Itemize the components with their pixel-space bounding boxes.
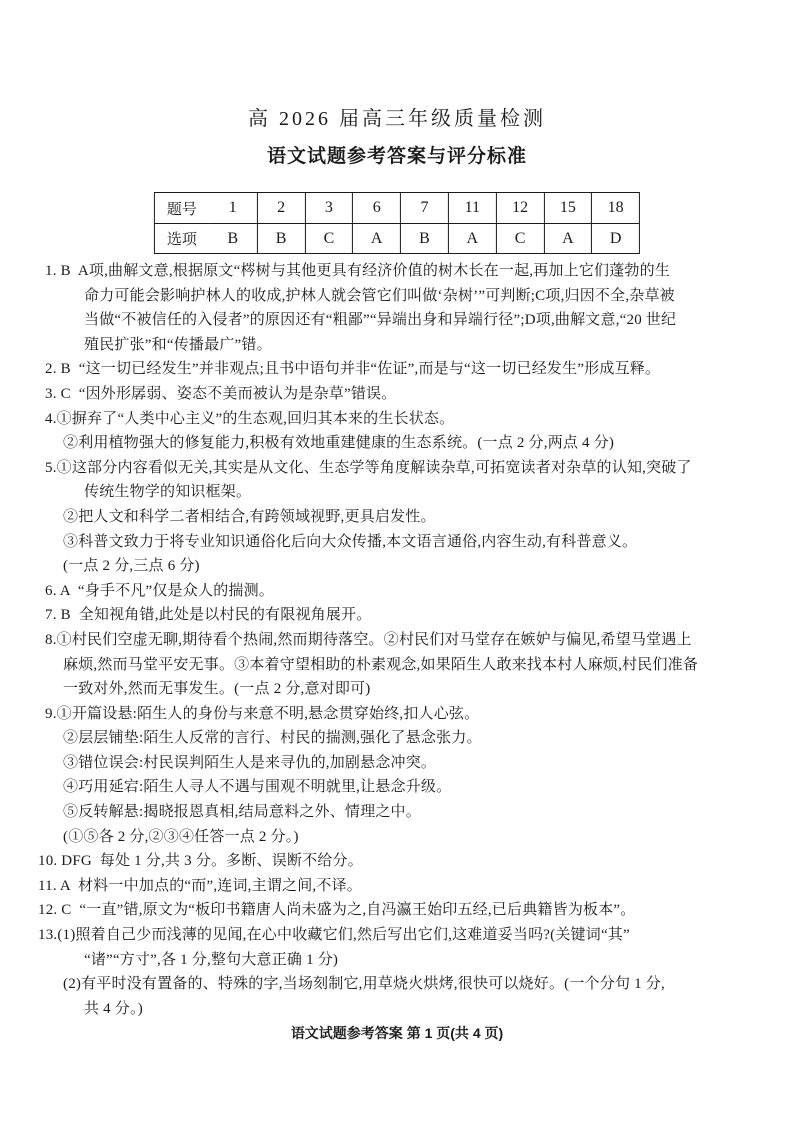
answer-choice-row	[155, 223, 639, 253]
question-number-cell: 7	[400, 193, 448, 223]
answer-line: “诸”“方寸”,各 1 分,整句大意正确 1 分)	[84, 951, 339, 968]
answer-line: 1. B A项,曲解文意,根据原文“梣树与其他更具有经济价值的树木长在一起,再加上它们蓬勃的生	[45, 263, 671, 279]
answer-line: 当做“不被信任的入侵者”的原因还有“粗鄙”“异端出身和异端行径”;D项,曲解文意,“20 世纪	[84, 312, 677, 329]
answer-choice-cell: D	[591, 223, 639, 253]
answer-line: ③错位误会:村民误判陌生人是来寻仇的,加剧悬念冲突。	[63, 754, 437, 771]
answer-line: 9.①开篇设悬:陌生人的身份与来意不明,悬念贯穿始终,扣人心弦。	[45, 705, 480, 722]
answer-line: (一点 2 分,三点 6 分)	[63, 558, 200, 575]
question-number-row-label: 题号	[166, 201, 197, 218]
answer-line: (2)有平时没有置备的、特殊的字,当场刻制它,用草烧火烘烤,很快可以烧好。(一个分句 1 分,	[63, 976, 665, 993]
answer-choice-cell: C	[496, 223, 544, 253]
answer-line: 10. DFG 每处 1 分,共 3 分。多断、误断不给分。	[38, 853, 363, 870]
answer-line: 2. B “这一切已经发生”并非观点;且书中语句并非“佐证”,而是与“这一切已经发生”形成互释。	[45, 361, 661, 378]
question-number-cell: 2	[257, 193, 305, 223]
question-number-cell: 3	[305, 193, 353, 223]
answer-key-title: 语文试题参考答案与评分标准	[266, 146, 527, 167]
answer-line: 13.(1)照着自己少而浅薄的见闻,在心中收藏它们,然后写出它们,这难道妥当吗?(关键词“其”	[38, 927, 630, 944]
answer-choice-row-label: 选项	[155, 223, 209, 253]
answer-line: ④巧用延宕:陌生人寻人不遇与围观不明就里,让悬念升级。	[63, 779, 452, 796]
answer-line: 共 4 分。)	[84, 1000, 143, 1017]
answer-choice-cell: A	[352, 223, 400, 253]
answer-line: ②把人文和科学二者相结合,有跨领域视野,更具启发性。	[63, 508, 436, 525]
answer-line: 6. A “身手不凡”仅是众人的揣测。	[45, 582, 274, 599]
exam-title: 高 2026 届高三年级质量检测	[248, 108, 546, 130]
question-number-cell: 6	[352, 193, 400, 223]
answer-line: 3. C “因外形孱弱、姿态不美而被认为是杂草”错误。	[45, 385, 397, 402]
answer-line: ②利用植物强大的修复能力,积极有效地重建健康的生态系统。(一点 2 分,两点 4 分)	[63, 435, 615, 452]
answer-choice-cell: A	[543, 223, 591, 253]
answer-line: ⑤反转解悬:揭晓报恩真相,结局意料之外、情理之中。	[63, 804, 421, 821]
answer-line: 命力可能会影响护林人的收成,护林人就会管它们叫做‘杂树’”可判断;C项,归因不全,杂草被	[84, 287, 675, 304]
answer-line: 5.①这部分内容看似无关,其实是从文化、生态学等角度解读杂草,可拓宽读者对杂草的认知,突破了	[45, 459, 692, 476]
answer-choice-cell: B	[209, 223, 257, 253]
answer-choice-cell: B	[400, 223, 448, 253]
answer-line: 麻烦,然而马堂平安无事。③本着守望相助的朴素观念,如果陌生人敢来找本村人麻烦,村民们准备	[63, 656, 699, 673]
question-number-cell: 15	[543, 193, 591, 223]
page-footer: 语文试题参考答案 第 1 页(共 4 页)	[290, 1025, 504, 1041]
question-number-cell: 12	[496, 193, 544, 223]
answer-line: (①⑤各 2 分,②③④任答一点 2 分。)	[63, 828, 299, 845]
answer-line: 殖民扩张”和“传播最广”错。	[84, 336, 272, 353]
question-number-row	[155, 193, 639, 223]
answer-choice-cell: C	[305, 223, 353, 253]
answer-line: 12. C “一直”错,原文为“板印书籍唐人尚未盛为之,自冯瀛王始印五经,已后典籍皆为板本”。	[38, 902, 636, 919]
question-number-cell: 1	[228, 199, 237, 216]
answer-line: 一致对外,然而无事发生。(一点 2 分,意对即可)	[63, 681, 371, 698]
answer-line: ②层层铺垫:陌生人反常的言行、村民的揣测,强化了悬念张力。	[63, 730, 482, 747]
answer-line: ③科普文致力于将专业知识通俗化后向大众传播,本文语言通俗,内容生动,有科普意义。	[63, 533, 638, 550]
question-number-cell: 18	[591, 193, 639, 223]
answer-line: 4.①摒弃了“人类中心主义”的生态观,回归其本来的生长状态。	[45, 410, 455, 427]
answer-line: 11. A 材料一中加点的“而”,连词,主谓之间,不译。	[38, 877, 362, 894]
answer-choice-cell: A	[448, 223, 496, 253]
question-number-cell: 11	[448, 193, 496, 223]
answer-line: 传统生物学的知识框架。	[84, 484, 252, 501]
answer-choice-cell: B	[257, 223, 305, 253]
answer-line: 8.①村民们空虚无聊,期待看个热闹,然而期待落空。②村民们对马堂存在嫉妒与偏见,希望马堂遇上	[45, 631, 692, 648]
answer-line: 7. B 全知视角错,此处是以村民的有限视角展开。	[45, 607, 372, 624]
answer-key-table	[154, 192, 640, 254]
answers-body	[0, 259, 794, 1021]
